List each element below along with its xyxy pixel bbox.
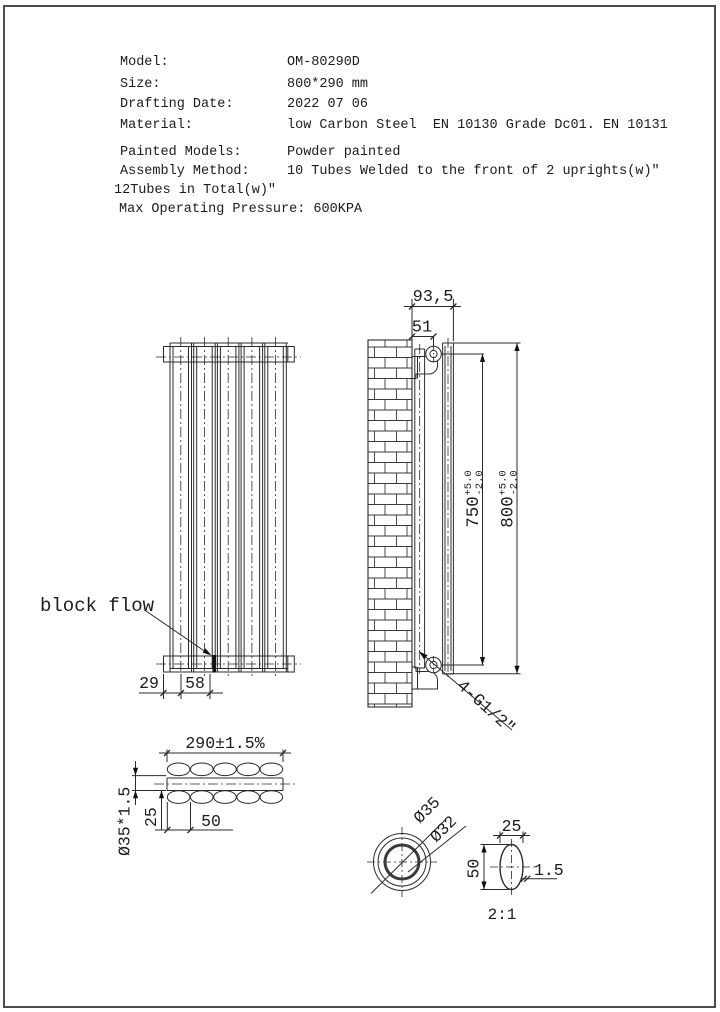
- tube-4: [241, 337, 263, 678]
- section-oval-row-2: [167, 791, 282, 804]
- spec-value: low Carbon Steel EN 10130 Grade Dc01. EN 10131: [287, 118, 668, 133]
- tube-1: [170, 337, 192, 678]
- block-flow-arrowhead: [203, 648, 212, 655]
- dim-50-section: 50: [201, 812, 221, 831]
- dim-29: 29: [139, 674, 159, 693]
- dim-290: 290±1.5%: [185, 734, 265, 753]
- dim-750-tol-plus: +5.0: [463, 470, 475, 496]
- block-flow-leader: [146, 611, 208, 654]
- spec-value: 10 Tubes Welded to the front of 2 uprights(w)″: [287, 164, 660, 179]
- spec-value: OM-80290D: [287, 55, 360, 70]
- spec-value: 2022 07 06: [287, 97, 369, 112]
- dim-25-oval: 25: [501, 817, 522, 836]
- dim-93-5: 93,5: [412, 288, 454, 307]
- top-right-cap: [288, 347, 295, 363]
- spec-label: Assembly Method:: [120, 164, 250, 179]
- dim-50-oval-group: [465, 859, 484, 879]
- dim-50-oval: 50: [464, 858, 484, 879]
- connection-label-group: [452, 677, 518, 739]
- dim-58: 58: [185, 674, 205, 693]
- dim-1-5-oval: 1.5: [534, 861, 564, 880]
- spec-label: Size:: [120, 77, 161, 92]
- tube-5: [265, 337, 287, 678]
- spec-value: 800*290 mm: [287, 77, 369, 92]
- dim-750-tol-minus: -2.0: [474, 470, 486, 496]
- spec-label: Drafting Date:: [120, 97, 234, 112]
- dim-d35-text: [116, 787, 135, 856]
- tube-2: [194, 337, 216, 678]
- dim-25-50-lines: [155, 791, 233, 834]
- front-view: [139, 337, 301, 699]
- spec-value: Powder painted: [287, 145, 401, 160]
- dim-d35-label: Ø35: [409, 793, 445, 828]
- front-tube-profile: [443, 338, 454, 680]
- spec-label: Material:: [120, 118, 193, 133]
- rear-tube-profile: [415, 344, 425, 674]
- spec-label: Painted Models:: [120, 145, 242, 160]
- tube-3: [217, 337, 239, 678]
- spec-row-pressure: Max Operating Pressure: 600KPA: [119, 202, 363, 217]
- dim-800-tol-minus: -2.0: [508, 470, 521, 496]
- section-oval-row-1: [167, 763, 282, 776]
- brick-wall: [368, 340, 412, 707]
- dim-750-text: [463, 470, 486, 527]
- spec-row-total: 12Tubes in Total(w)″: [114, 183, 277, 198]
- dim-d35-lines: [132, 761, 166, 805]
- dim-51: 51: [411, 318, 433, 338]
- dim-750-value: 750: [464, 496, 484, 528]
- dim-800-value: 800: [498, 496, 519, 528]
- dim-25-text: [142, 807, 161, 827]
- spec-label: Model:: [120, 55, 169, 70]
- dim-800-tol-plus: +5.0: [497, 470, 510, 496]
- top-left-cap: [164, 347, 171, 363]
- detail-scale-label: 2:1: [487, 906, 517, 924]
- block-flow-label: block flow: [40, 595, 155, 617]
- connection-label: 4-G1/2″: [452, 676, 519, 739]
- dim-d32-label: Ø32: [426, 812, 461, 847]
- block-flow-mark: [213, 655, 217, 673]
- dim-d35-wall: Ø35*1.5: [115, 786, 135, 856]
- dim-25-section: 25: [142, 807, 161, 827]
- dim-800-text: [498, 470, 521, 527]
- page-border: [4, 6, 715, 1007]
